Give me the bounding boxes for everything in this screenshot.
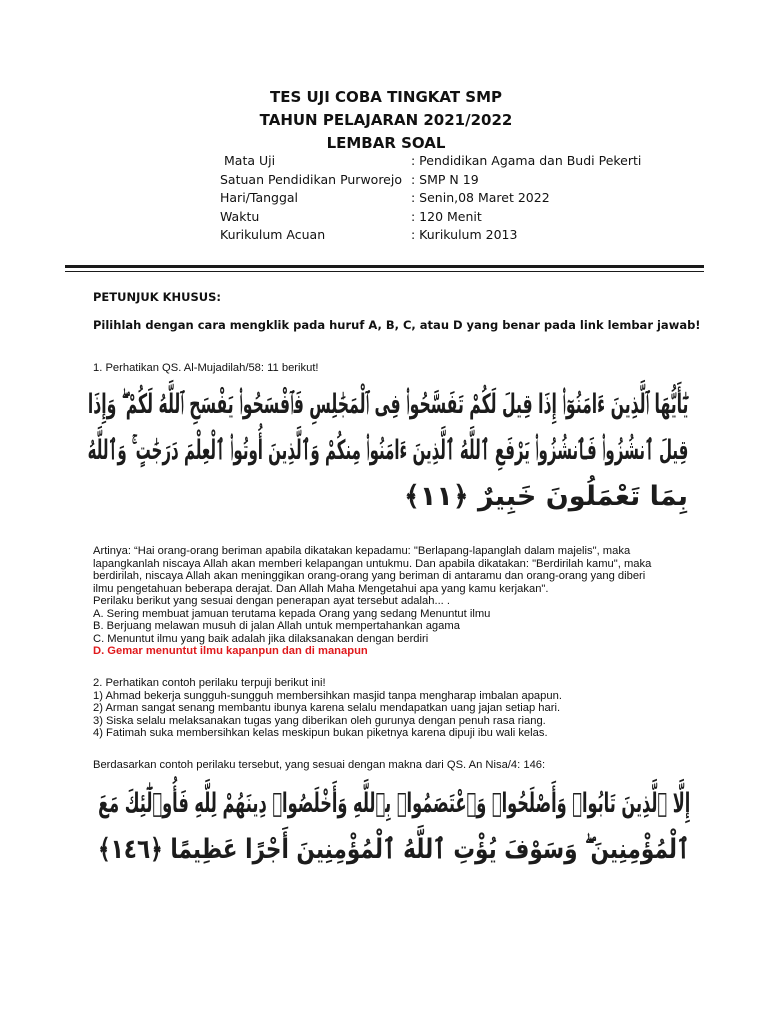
translation-line: Artinya: “Hai orang-orang beriman apabila dikatakan kepadamu: "Berlapang-lapanglah dalam majelis", maka (93, 545, 631, 557)
title-block (0, 86, 768, 155)
instructions-text: Pilihlah dengan cara mengklik pada huruf A, B, C, atau D yang benar pada link lembar jawab! (93, 318, 701, 332)
info-label: Hari/Tanggal (220, 190, 299, 205)
arabic-verse-line: بِمَا تَعْمَلُونَ خَبِيرٌ ﴿١١﴾ (404, 481, 688, 512)
academic-year: TAHUN PELAJARAN 2021/2022 (259, 111, 513, 129)
info-label: Kurikulum Acuan (220, 227, 326, 242)
arabic-verse-line: قِيلَ ٱنشُزُوا۟ فَٱنشُزُوا۟ يَرْفَعِ ٱللَّهُ ٱلَّذِينَ ءَامَنُوا۟ مِنكُمْ وَٱلَّذِينَ أُوتُوا۟ ٱلْعِلْمَ دَرَجَٰتٍ ۚ وَٱللَّهُ (87, 435, 688, 466)
header-divider-thin (65, 271, 704, 272)
behavior-item: 1) Ahmad bekerja sungguh-sungguh membersihkan masjid tanpa mengharap imbalan apapun. (93, 689, 562, 702)
answer-option-c[interactable]: C. Menuntut ilmu yang baik adalah jika dilaksanakan dengan berdiri (93, 632, 429, 645)
sheet-title: LEMBAR SOAL (326, 134, 446, 152)
behavior-item: 4) Fatimah suka membersihkan kelas meskipun bukan piketnya karena dipuji ibu wali kelas. (93, 727, 548, 739)
question-2-conclusion: Berdasarkan contoh perilaku tersebut, yang sesuai dengan makna dari QS. An Nisa/4: 146: (93, 759, 546, 771)
question-1-body (93, 545, 651, 658)
quran-verse-an-nisa-image (98, 786, 690, 876)
translation-line: berdirilah, niscaya Allah akan meninggikan orang-orang yang beriman di antaramu dan orang-orang yang diberi (93, 570, 646, 582)
exam-title: TES UJI COBA TINGKAT SMP (269, 88, 503, 106)
question-1-prompt: Perilaku berikut yang sesuai dengan penerapan ayat tersebut adalah... . (93, 595, 451, 607)
info-value: : Senin,08 Maret 2022 (411, 190, 550, 205)
info-value: : 120 Menit (411, 208, 482, 224)
arabic-verse-line: ٱلْمُؤْمِنِينَ ۖ وَسَوْفَ يُؤْتِ ٱللَّهُ ٱلْمُؤْمِنِينَ أَجْرًا عَظِيمًا ﴿١٤٦﴾ (98, 834, 690, 865)
info-label: Satuan Pendidikan Purworejo (220, 171, 402, 187)
translation-line: lapangkanlah niscaya Allah akan memberi kelapangan untukmu. Dan apabila dikatakan: "Berdirilah kamu", maka (93, 557, 652, 570)
header-divider-thick (65, 265, 704, 268)
question-2-intro: 2. Perhatikan contoh perilaku terpuji berikut ini! (93, 677, 326, 689)
info-value: : Pendidikan Agama dan Budi Pekerti (411, 153, 642, 168)
answer-option-d-correct[interactable]: D. Gemar menuntut ilmu kapanpun dan di manapun (93, 645, 368, 657)
instructions-heading: PETUNJUK KHUSUS: (93, 290, 221, 304)
info-label: Mata Uji (224, 153, 276, 168)
info-label: Waktu (220, 208, 260, 224)
question-1-intro: 1. Perhatikan QS. Al-Mujadilah/58: 11 berikut! (93, 362, 319, 374)
behavior-item: 3) Siska selalu melaksanakan tugas yang diberikan oleh gurunya dengan penuh rasa riang. (93, 714, 546, 727)
translation-line: ilmu pengetahuan beberapa derajat. Dan Allah Maha Mengetahui apa yang kamu kerjakan". (93, 582, 549, 595)
question-2-body (93, 677, 562, 740)
arabic-verse-line: يَٰٓأَيُّهَا ٱلَّذِينَ ءَامَنُوٓا۟ إِذَا قِيلَ لَكُمْ تَفَسَّحُوا۟ فِى ٱلْمَجَٰلِسِ فَٱفْسَحُوا۟ يَفْسَحِ ٱللَّهُ لَكُمْ ۖ وَإِذَا (87, 389, 688, 420)
answer-option-a[interactable]: A. Sering membuat jamuan terutama kepada Orang yang sedang Menuntut ilmu (93, 607, 491, 620)
answer-option-b[interactable]: B. Berjuang melawan musuh di jalan Allah untuk mempertahankan agama (93, 620, 460, 632)
info-value: : Kurikulum 2013 (411, 227, 518, 242)
info-value: : SMP N 19 (411, 171, 479, 187)
arabic-verse-line: إِلَّا ٱلَّذِينَ تَابُوا۟ وَأَصْلَحُوا۟ وَٱعْتَصَمُوا۟ بِٱللَّهِ وَأَخْلَصُوا۟ دِينَهُمْ لِلَّهِ فَأُو۟لَٰٓئِكَ مَعَ (97, 788, 690, 819)
behavior-item: 2) Arman sangat senang membantu ibunya karena selalu mendapatkan uang jajan setiap hari. (93, 702, 561, 714)
quran-verse-al-mujadilah-image (88, 385, 688, 525)
